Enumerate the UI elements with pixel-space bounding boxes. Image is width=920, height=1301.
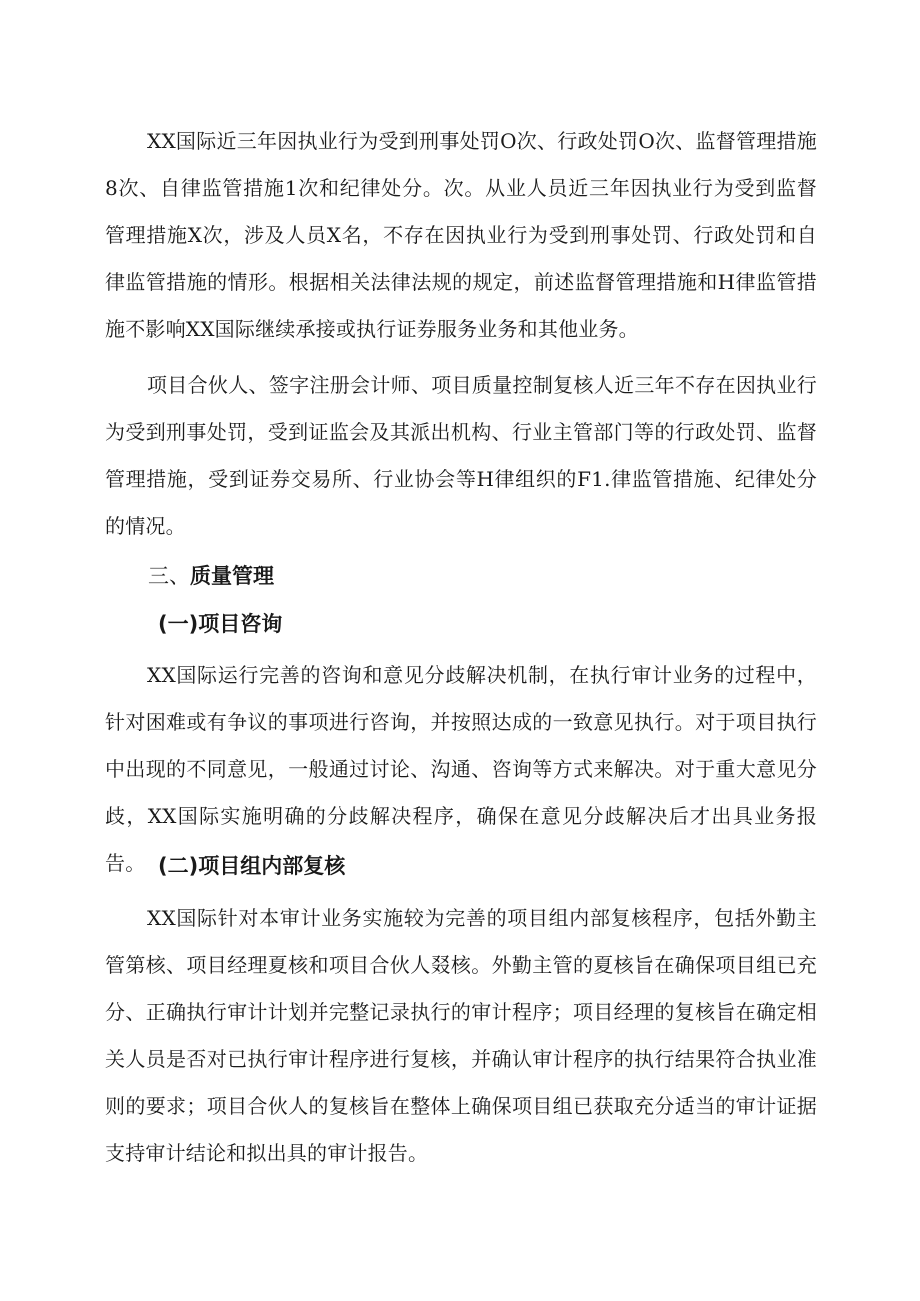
section-heading-title: 质量管理 xyxy=(190,564,274,588)
paragraph-disciplinary-record: XX国际近三年因执业行为受到刑事处罚O次、行政处罚O次、监督管理措施8次、自律监管措施1次和纪律处分。次。从业人员近三年因执业行为受到监督管理措施X次，涉及人员X名，不存在因执业行为受到刑事处罚、行政处罚和自律监管措施的情形。根据相关法律法规的规定，前述监督管理措施和H律监管措施不影响XX国际继续承接或执行证券服务业务和其他业务。 xyxy=(105,129,817,341)
paragraph-personnel-record: 项目合伙人、签字注册会计师、项目质量控制复核人近三年不存在因执业行为受到刑事处罚，受到证监会及其派出机构、行业主管部门等的行政处罚、监督管理措施，受到证券交易所、行业协会等H律组织的F1.律监管措施、纪律处分的情况。 xyxy=(105,373,817,538)
paragraph-consultation: XX国际运行完善的咨询和意见分歧解决机制，在执行审计业务的过程中，针对困难或有争议的事项进行咨询，并按照达成的一致意见执行。对于项目执行中出现的不同意见，一般通过讨论、沟通、咨询等方式来解决。对于重大意见分歧，XX国际实施明确的分歧解决程序，确保在意见分歧解决后才出具业务报告。 xyxy=(105,663,817,875)
section-heading-quality-management xyxy=(148,561,274,591)
paragraph-internal-review: XX国际针对本审计业务实施较为完善的项目组内部复核程序，包括外勤主管第核、项目经理夏核和项目合伙人叕核。外勤主管的夏核旨在确保项目组已充分、正确执行审计计划并完整记录执行的审计程序；项目经理的复核旨在确定相关人员是否对已执行审计程序进行复核，并确认审计程序的执行结果符合执业准则的要求；项目合伙人的复核旨在整体上确保项目组已获取充分适当的审计证据支持审计结论和拟出具的审计报告。 xyxy=(105,906,817,1165)
section-heading-number: 三、 xyxy=(148,564,190,588)
subheading-project-consultation: (一)项目咨询 xyxy=(158,612,283,636)
subheading-internal-review: (二)项目组内部复核 xyxy=(158,854,346,878)
